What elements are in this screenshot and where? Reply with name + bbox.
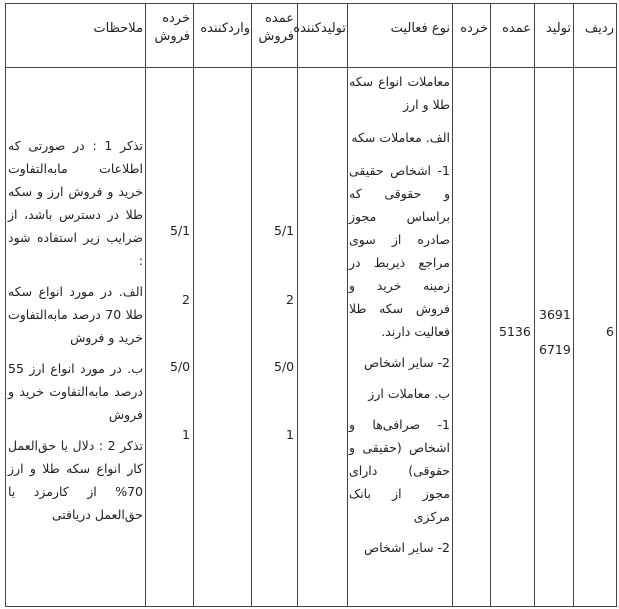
header-producer: تولیدکننده: [293, 21, 346, 36]
header-tolid: تولید: [545, 21, 571, 36]
wholesale-code: 5136: [499, 324, 531, 339]
retailer-value: 2: [182, 292, 190, 307]
retailer-value: 5/1: [170, 223, 191, 238]
activity-line: 1- اشخاص حقیقی و حقوقی که براساس مجوز صادره از سوی مراجع ذیربط در زمینه خرید و فروش سکه طلا فعالیت دارند.: [349, 163, 450, 339]
wholesaler-value: 2: [286, 292, 294, 307]
col-divider: [145, 4, 146, 606]
retailer-value: 5/0: [170, 359, 191, 374]
col-divider: [534, 4, 535, 606]
header-activity-type: نوع فعالیت: [390, 21, 450, 36]
wholesaler-value: 1: [286, 427, 294, 442]
header-divider: [6, 67, 616, 68]
note-line: تذکر 1 : در صورتی که اطلاعات مابه‌التفاوت خرید و فروش ارز و سکه طلا در دسترس باشد، از ضرایب زیر استفاده شود :: [8, 138, 143, 268]
activity-line: 2- سایر اشخاص: [363, 355, 450, 370]
col-divider: [452, 4, 453, 606]
header-importer: واردکننده: [200, 21, 250, 36]
header-retailer: خرده فروش: [154, 11, 190, 44]
col-divider: [297, 4, 298, 606]
header-notes: ملاحظات: [93, 21, 143, 36]
retailer-value: 1: [182, 427, 190, 442]
col-divider: [193, 4, 194, 606]
activity-description: [349, 70, 450, 559]
activity-line: 1- صرافی‌ها و اشخاص (حقیقی و حقوقی) دارای مجوز از بانک مرکزی: [349, 417, 450, 524]
activity-line: الف. معاملات سکه: [351, 130, 450, 145]
row-number: 6: [606, 324, 614, 339]
header-omde: عمده: [502, 21, 531, 36]
note-line: ب. در مورد انواع ارز 55 درصد مابه‌التفاوت خرید و فروش: [8, 361, 143, 422]
wholesaler-value: 5/1: [274, 223, 295, 238]
note-line: تذکر 2 : دلال یا حق‌العمل کار انواع سکه طلا و ارز 70% از کارمزد یا حق‌العمل دریافتی: [8, 438, 143, 522]
notes-description: [8, 134, 143, 526]
note-line: الف. در مورد انواع سکه طلا 70 درصد مابه‌التفاوت خرید و فروش: [8, 284, 143, 345]
tax-coefficient-table: [5, 3, 617, 607]
header-khorde: خرده: [460, 21, 488, 36]
col-divider: [573, 4, 574, 606]
activity-line: 2- سایر اشخاص: [363, 540, 450, 555]
header-radif: ردیف: [584, 21, 614, 36]
production-code-1: 3691: [539, 307, 571, 322]
header-wholesaler: عمده فروش: [258, 11, 294, 44]
wholesaler-value: 5/0: [274, 359, 295, 374]
activity-line: ب. معاملات ارز: [368, 386, 450, 401]
activity-line: معاملات انواع سکه طلا و ارز: [349, 74, 450, 112]
col-divider: [347, 4, 348, 606]
col-divider: [251, 4, 252, 606]
col-divider: [490, 4, 491, 606]
production-code-2: 6719: [539, 342, 571, 357]
